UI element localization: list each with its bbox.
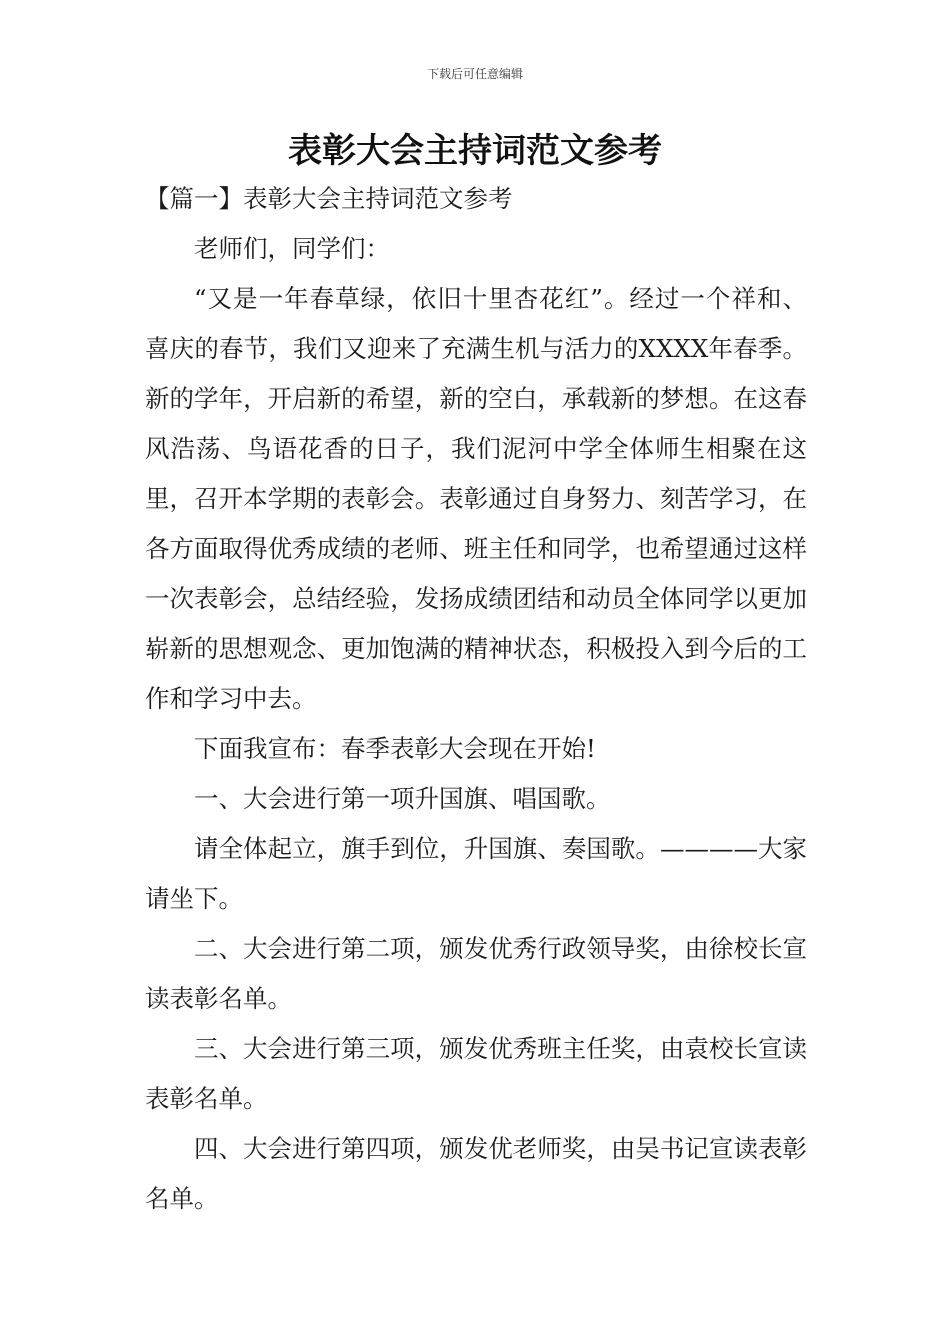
paragraph-anthem: 请全体起立，旗手到位，升国旗、奏国歌。————大家请坐下。 [145, 834, 807, 913]
paragraph-opening: “又是一年春草绿，依旧十里杏花红”。经过一个祥和、喜庆的春节，我们又迎来了充满生机与活力的XXXX年春季。新的学年，开启新的希望，新的空白，承载新的梦想。在这春风浩荡、鸟语花香的日子，我们泥河中学全体师生相聚在这里，召开本学期的表彰会。表彰通过自身努力、刻苦学习，在各方面取得优秀成绩的老师、班主任和同学，也希望通过这样一次表彰会，总结经验，发扬成绩团结和动员全体同学以更加崭新的思想观念、更加饱满的精神状态，积极投入到今后的工作和学习中去。 [145, 284, 807, 713]
paragraph-item-2: 二、大会进行第二项，颁发优秀行政领导奖，由徐校长宣读表彰名单。 [145, 934, 807, 1013]
document-body [145, 174, 807, 1224]
document-title: 表彰大会主持词范文参考 [288, 131, 662, 171]
section-heading: 【篇一】表彰大会主持词范文参考 [145, 184, 513, 213]
paragraph-item-1: 一、大会进行第一项升国旗、唱国歌。 [194, 784, 611, 813]
paragraph-announcement: 下面我宣布：春季表彰大会现在开始! [194, 734, 596, 763]
paragraph-greeting: 老师们，同学们： [194, 234, 390, 263]
paragraph-item-3: 三、大会进行第三项，颁发优秀班主任奖，由袁校长宣读表彰名单。 [145, 1034, 807, 1113]
paragraph-item-4: 四、大会进行第四项，颁发优老师奖，由吴书记宣读表彰名单。 [145, 1134, 807, 1213]
header-note: 下载后可任意编辑 [426, 67, 523, 81]
